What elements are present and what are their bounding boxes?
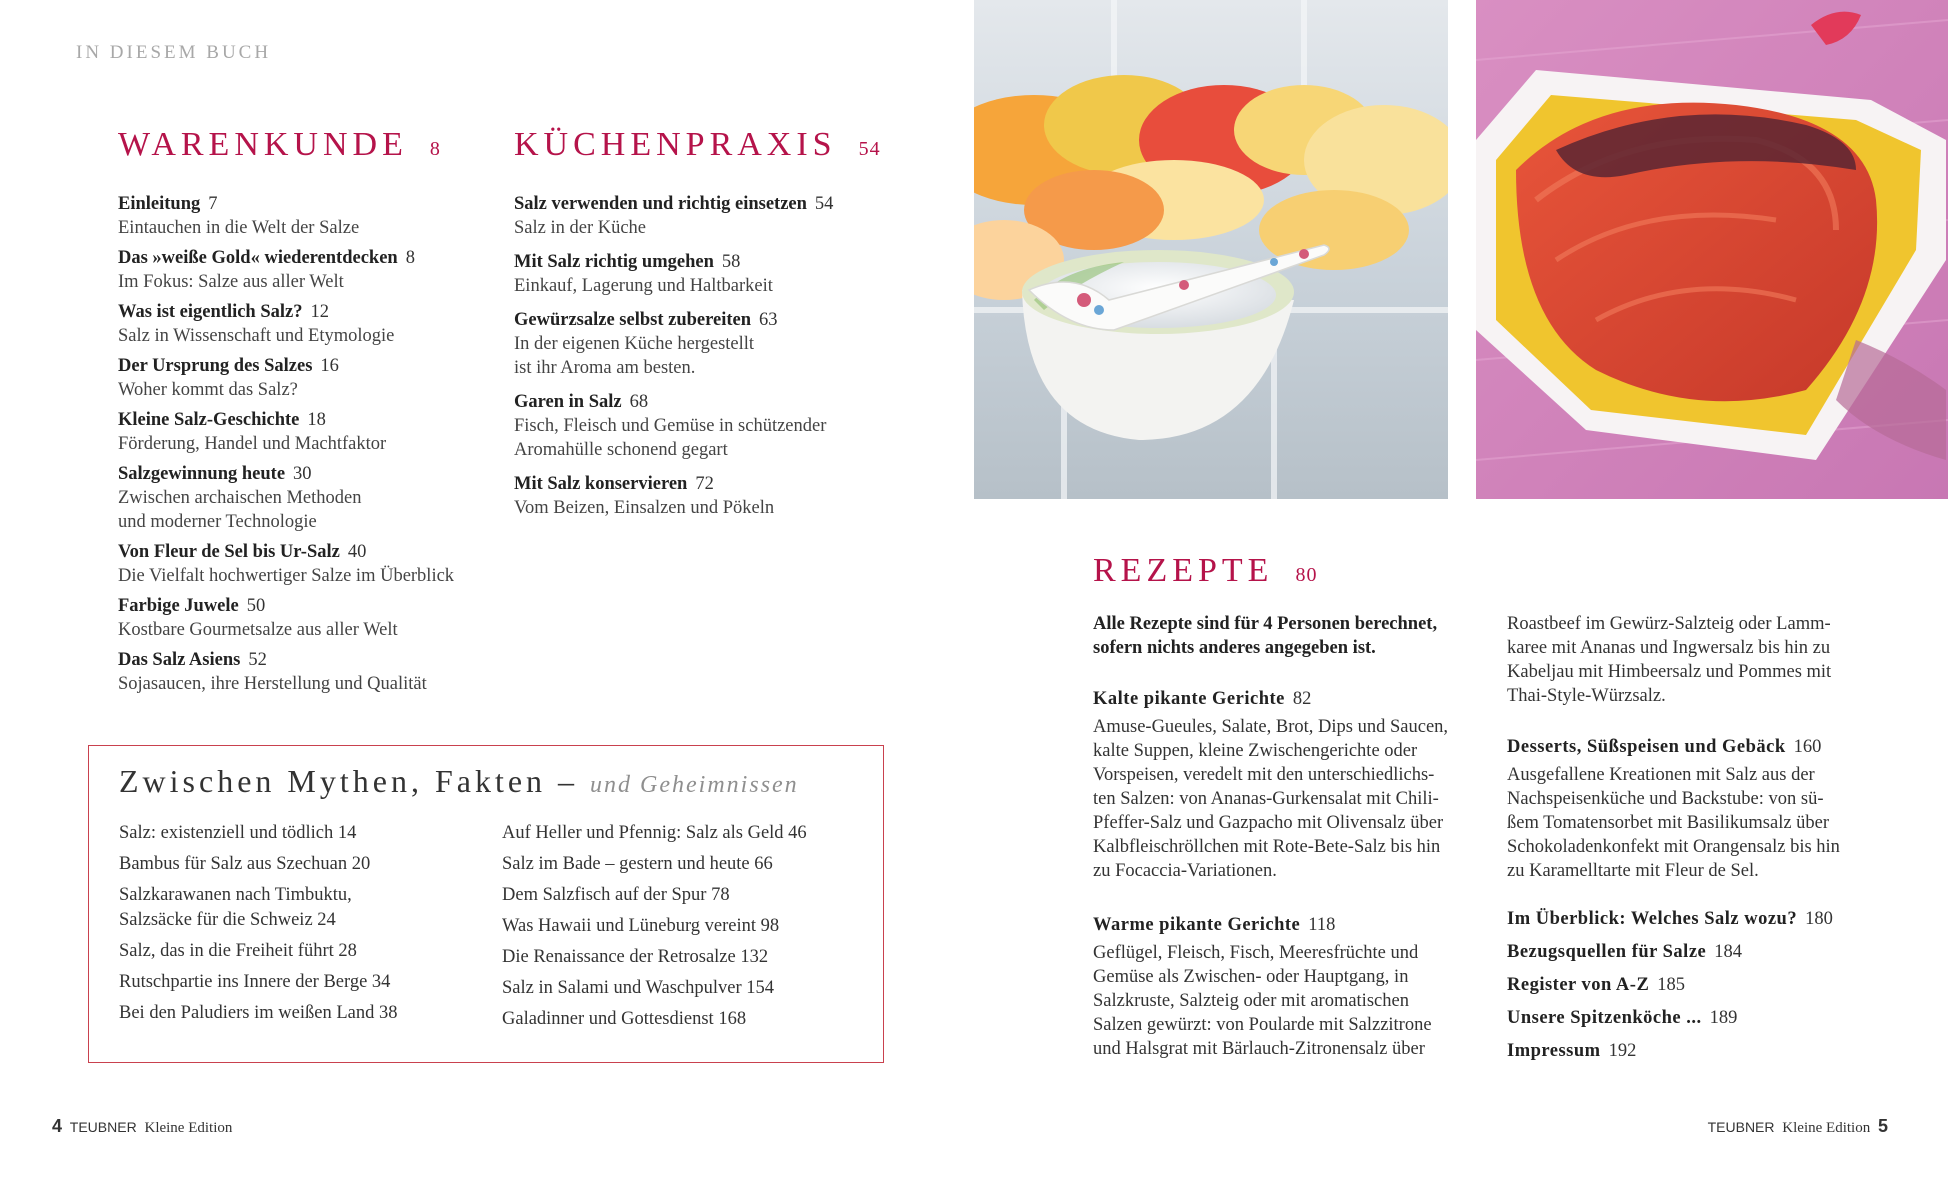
rezepte-extra-title: Unsere Spitzenköche ... [1507, 1008, 1702, 1028]
rezepte-column-left [1093, 612, 1493, 1061]
mythen-item[interactable] [119, 821, 489, 846]
kuechenpraxis-list [514, 192, 934, 530]
footer-edition: Kleine Edition [1782, 1120, 1871, 1136]
footer-edition: Kleine Edition [144, 1120, 233, 1136]
mythen-item-page: 154 [746, 978, 775, 998]
toc-entry-desc: Zwischen archaischen Methoden [118, 488, 362, 508]
rezepte-kalt-page: 82 [1292, 689, 1312, 709]
toc-entry-page: 72 [695, 474, 714, 494]
mythen-item-text: Salz: existenziell und tödlich [119, 823, 334, 843]
rezepte-extra-page: 192 [1608, 1041, 1637, 1061]
rezepte-desserts-line: ßem Tomatensorbet mit Basilikumsalz über [1507, 813, 1830, 833]
toc-entry-ursprung[interactable] [118, 354, 518, 402]
toc-entry-desc-2: und moderner Technologie [118, 512, 317, 532]
rezepte-kalt-line: kalte Suppen, kleine Zwischengerichte oder [1093, 741, 1418, 761]
toc-entry-page: 52 [248, 650, 267, 670]
rezepte-kalt-title: Kalte pikante Gerichte [1093, 689, 1285, 709]
mythen-item[interactable] [502, 976, 872, 1001]
mythen-item-text: Salz in Salami und Waschpulver [502, 978, 742, 998]
toc-entry-farbige-juwele[interactable] [118, 594, 518, 642]
mythen-item-text: Salz, das in die Freiheit führt [119, 940, 334, 961]
toc-entry-desc: Förderung, Handel und Machtfaktor [118, 434, 387, 454]
toc-entry-weisses-gold[interactable] [118, 246, 518, 294]
toc-entry-desc: Kostbare Gourmetsalze aus aller Welt [118, 620, 398, 640]
rezepte-warm-cont-line: karee mit Ananas und Ingwersalz bis hin zu [1507, 638, 1831, 658]
rezepte-extra-item[interactable] [1507, 936, 1907, 969]
mythen-item-text: Bei den Paludiers im weißen Land [119, 1002, 375, 1023]
rezepte-desserts-line: zu Karamelltarte mit Fleur de Sel. [1507, 861, 1759, 881]
footer-brand: TEUBNER [69, 1119, 137, 1135]
rezepte-warm-line: Salzen gewürzt: von Poularde mit Salzzitrone [1093, 1015, 1432, 1035]
toc-entry-desc: Einkauf, Lagerung und Haltbarkeit [514, 276, 773, 296]
rezepte-warm-cont-line: Thai-Style-Würzsalz. [1507, 686, 1666, 706]
rezepte-warm-cont-line: Roastbeef im Gewürz-Salzteig oder Lamm- [1507, 614, 1831, 634]
toc-entry-page: 12 [310, 302, 329, 322]
rezepte-title: REZEPTE [1093, 552, 1274, 589]
rezepte-kalt-line: Kalbfleischröllchen mit Rote-Bete-Salz bis hin [1093, 837, 1441, 857]
mythen-item-page: 14 [337, 823, 357, 843]
toc-entry-gewuerzsalze[interactable] [514, 308, 934, 380]
mythen-item-text-2: Salzsäcke für die Schweiz [119, 909, 313, 930]
toc-entry-desc: Fisch, Fleisch und Gemüse in schützender [514, 416, 827, 436]
rezepte-desserts[interactable] [1507, 735, 1907, 883]
toc-entry-desc: Sojasaucen, ihre Herstellung und Qualität [118, 674, 427, 694]
toc-entry-page: 16 [320, 356, 339, 376]
mythen-item[interactable] [502, 914, 872, 939]
toc-entry-salz-verwenden[interactable] [514, 192, 934, 240]
toc-entry-title: Kleine Salz-Geschichte [118, 410, 300, 430]
toc-entry-page: 68 [629, 392, 649, 412]
kuechenpraxis-heading [514, 126, 881, 164]
toc-entry-richtig-umgehen[interactable] [514, 250, 934, 298]
mythen-item-page: 24 [317, 909, 336, 930]
rezepte-extra-title: Im Überblick: Welches Salz wozu? [1507, 909, 1798, 929]
mythen-item[interactable] [119, 970, 489, 995]
mythen-item-page: 38 [378, 1002, 398, 1023]
rezepte-desserts-page: 160 [1793, 737, 1822, 757]
rezepte-warm-line: Gemüse als Zwischen- oder Hauptgang, in [1093, 967, 1409, 987]
mythen-item[interactable] [119, 939, 489, 964]
rezepte-intro [1093, 612, 1493, 660]
mythen-item-page: 46 [788, 823, 807, 843]
toc-entry-page: 50 [246, 596, 266, 616]
rezepte-warm-line: und Halsgrat mit Bärlauch-Zitronensalz über [1093, 1039, 1425, 1059]
mythen-item-text: Rutschpartie ins Innere der Berge [119, 971, 368, 992]
rezepte-intro-line: sofern nichts anderes angegeben ist. [1093, 638, 1376, 658]
toc-entry-desc: Im Fokus: Salze aus aller Welt [118, 272, 344, 292]
toc-entry-salzgewinnung[interactable] [118, 462, 518, 534]
running-head: IN DIESEM BUCH [76, 42, 272, 63]
toc-entry-desc-2: ist ihr Aroma am besten. [514, 358, 696, 378]
kuechenpraxis-title: KÜCHENPRAXIS [514, 126, 837, 163]
mythen-item-text: Die Renaissance der Retrosalze [502, 947, 736, 967]
photo-salmon-plate [1476, 0, 1948, 499]
salmon-illustration [1476, 0, 1948, 499]
kuechenpraxis-page: 54 [858, 138, 881, 160]
rezepte-extra-page: 189 [1709, 1008, 1738, 1028]
toc-entry-garen-in-salz[interactable] [514, 390, 934, 462]
toc-entry-einleitung[interactable] [118, 192, 518, 240]
toc-entry-title: Salz verwenden und richtig einsetzen [514, 194, 807, 214]
toc-entry-desc: Woher kommt das Salz? [118, 380, 298, 400]
rezepte-intro-line: Alle Rezepte sind für 4 Personen berechnet, [1093, 614, 1438, 634]
rezepte-desserts-line: Ausgefallene Kreationen mit Salz aus der [1507, 765, 1815, 785]
warenkunde-page: 8 [429, 138, 441, 160]
warenkunde-title: WARENKUNDE [118, 126, 408, 163]
rezepte-kalt[interactable] [1093, 687, 1493, 883]
rezepte-kalt-line: Vorspeisen, veredelt mit den unterschiedlichs- [1093, 765, 1435, 785]
toc-entry-desc: Die Vielfalt hochwertiger Salze im Überblick [118, 566, 455, 586]
mythen-item[interactable] [119, 1001, 489, 1026]
mythen-item-page: 168 [718, 1009, 747, 1029]
rezepte-extra-page: 185 [1657, 975, 1686, 995]
rezepte-warm-title: Warme pikante Gerichte [1093, 915, 1301, 935]
toc-entry-title: Salzgewinnung heute [118, 464, 286, 484]
toc-entry-page: 63 [759, 310, 778, 330]
rezepte-kalt-line: zu Focaccia-Variationen. [1093, 861, 1277, 881]
toc-entry-was-ist-salz[interactable] [118, 300, 518, 348]
mythen-box [88, 745, 884, 1063]
mythen-item-page: 20 [351, 854, 371, 874]
toc-entry-title: Mit Salz richtig umgehen [514, 252, 714, 272]
mythen-item[interactable] [502, 1007, 872, 1032]
toc-entry-desc-2: Aromahülle schonend gegart [514, 440, 728, 460]
footer-page-number: 4 [52, 1116, 63, 1136]
rezepte-extra-item[interactable] [1507, 903, 1907, 936]
toc-entry-title: Was ist eigentlich Salz? [118, 302, 303, 322]
toc-entry-title: Mit Salz konservieren [514, 474, 688, 494]
footer-right [1708, 1116, 1888, 1137]
mythen-item-text: Dem Salzfisch auf der Spur [502, 885, 707, 905]
rezepte-heading [1093, 552, 1317, 590]
toc-entry-konservieren[interactable] [514, 472, 934, 520]
toc-entry-title: Das Salz Asiens [118, 650, 241, 670]
rezepte-desserts-line: Nachspeisenküche und Backstube: von sü- [1507, 789, 1824, 809]
rezepte-warm-page: 118 [1308, 915, 1336, 935]
rezepte-warm-cont [1507, 612, 1907, 708]
toc-entry-title: Von Fleur de Sel bis Ur-Salz [118, 542, 340, 562]
mythen-item-page: 78 [711, 885, 730, 905]
toc-entry-desc: Vom Beizen, Einsalzen und Pökeln [514, 498, 775, 518]
rezepte-extra-page: 180 [1805, 909, 1833, 929]
footer-brand: TEUBNER [1707, 1119, 1775, 1135]
toc-entry-desc: Salz in der Küche [514, 218, 647, 238]
rezepte-desserts-line: Schokoladenkonfekt mit Orangensalz bis hin [1507, 837, 1840, 857]
salt-bowl-illustration [974, 0, 1448, 499]
rezepte-extra-item[interactable] [1507, 969, 1907, 1002]
mythen-item[interactable] [502, 852, 872, 877]
toc-entry-page: 30 [293, 464, 312, 484]
footer-page-number: 5 [1877, 1116, 1888, 1136]
warenkunde-heading [118, 126, 441, 164]
mythen-item-text: Galadinner und Gottesdienst [502, 1009, 714, 1029]
rezepte-page: 80 [1295, 564, 1318, 586]
mythen-box-title [119, 763, 799, 800]
warenkunde-list [118, 192, 518, 702]
rezepte-column-right [1507, 612, 1907, 1068]
toc-entry-salz-asiens[interactable] [118, 648, 518, 696]
toc-entry-page: 40 [347, 542, 367, 562]
rezepte-extra-item[interactable] [1507, 1002, 1907, 1035]
mythen-item-page: 66 [754, 854, 773, 874]
mythen-item[interactable] [502, 883, 872, 908]
rezepte-extra-page: 184 [1714, 942, 1742, 962]
toc-entry-page: 58 [721, 252, 741, 272]
rezepte-desserts-title: Desserts, Süßspeisen und Gebäck [1507, 737, 1786, 757]
toc-entry-title: Farbige Juwele [118, 596, 239, 616]
rezepte-warm[interactable] [1093, 913, 1493, 1061]
mythen-item-text: Bambus für Salz aus Szechuan [119, 854, 348, 874]
toc-entry-title: Einleitung [118, 194, 201, 214]
toc-entry-title: Das »weiße Gold« wiederentdecken [118, 248, 398, 268]
footer-left [52, 1116, 232, 1137]
mythen-item-page: 28 [338, 940, 357, 961]
rezepte-kalt-line: Pfeffer-Salz und Gazpacho mit Olivensalz über [1093, 813, 1444, 833]
mythen-item[interactable] [502, 945, 872, 970]
rezepte-kalt-line: Amuse-Gueules, Salate, Brot, Dips und Saucen, [1093, 717, 1449, 737]
mythen-item-text: Was Hawaii und Lüneburg vereint [502, 916, 757, 936]
mythen-item-text: Auf Heller und Pfennig: Salz als Geld [502, 823, 784, 843]
mythen-item-page: 34 [371, 971, 391, 992]
rezepte-kalt-line: ten Salzen: von Ananas-Gurkensalat mit Chili- [1093, 789, 1439, 809]
mythen-list-right [502, 821, 872, 1038]
toc-entry-title: Garen in Salz [514, 392, 622, 412]
mythen-item-text: Salzkarawanen nach Timbuktu, [119, 885, 352, 905]
mythen-item[interactable] [502, 821, 872, 846]
toc-entry-geschichte[interactable] [118, 408, 518, 456]
mythen-item[interactable] [119, 883, 489, 932]
mythen-box-subtitle: und Geheimnissen [590, 772, 799, 798]
toc-entry-page: 7 [208, 194, 218, 214]
rezepte-warm-line: Salzkruste, Salzteig oder mit aromatischen [1093, 991, 1409, 1011]
mythen-list-left [119, 821, 489, 1032]
rezepte-warm-line: Geflügel, Fleisch, Fisch, Meeresfrüchte und [1093, 943, 1419, 963]
toc-entry-desc: In der eigenen Küche hergestellt [514, 334, 755, 354]
toc-entry-fleur-de-sel[interactable] [118, 540, 518, 588]
rezepte-extra-item[interactable] [1507, 1035, 1907, 1068]
mythen-item-page: 98 [760, 916, 780, 936]
mythen-box-title-main: Zwischen Mythen, Fakten – [119, 763, 579, 799]
toc-entry-page: 8 [405, 248, 415, 268]
rezepte-warm-cont-line: Kabeljau mit Himbeersalz und Pommes mit [1507, 662, 1832, 682]
mythen-item-page: 132 [740, 947, 769, 967]
rezepte-extra-title: Bezugsquellen für Salze [1507, 942, 1707, 962]
rezepte-extra-title: Impressum [1507, 1041, 1601, 1061]
toc-entry-page: 18 [307, 410, 326, 430]
toc-entry-page: 54 [814, 194, 834, 214]
photo-salt-bowl [974, 0, 1448, 499]
mythen-item[interactable] [119, 852, 489, 877]
rezepte-extras [1507, 903, 1907, 1068]
toc-entry-desc: Eintauchen in die Welt der Salze [118, 218, 360, 238]
mythen-item-text: Salz im Bade – gestern und heute [502, 854, 750, 874]
toc-entry-title: Gewürzsalze selbst zubereiten [514, 310, 752, 330]
toc-entry-desc: Salz in Wissenschaft und Etymologie [118, 326, 395, 346]
toc-entry-title: Der Ursprung des Salzes [118, 356, 313, 376]
rezepte-extra-title: Register von A-Z [1507, 975, 1650, 995]
